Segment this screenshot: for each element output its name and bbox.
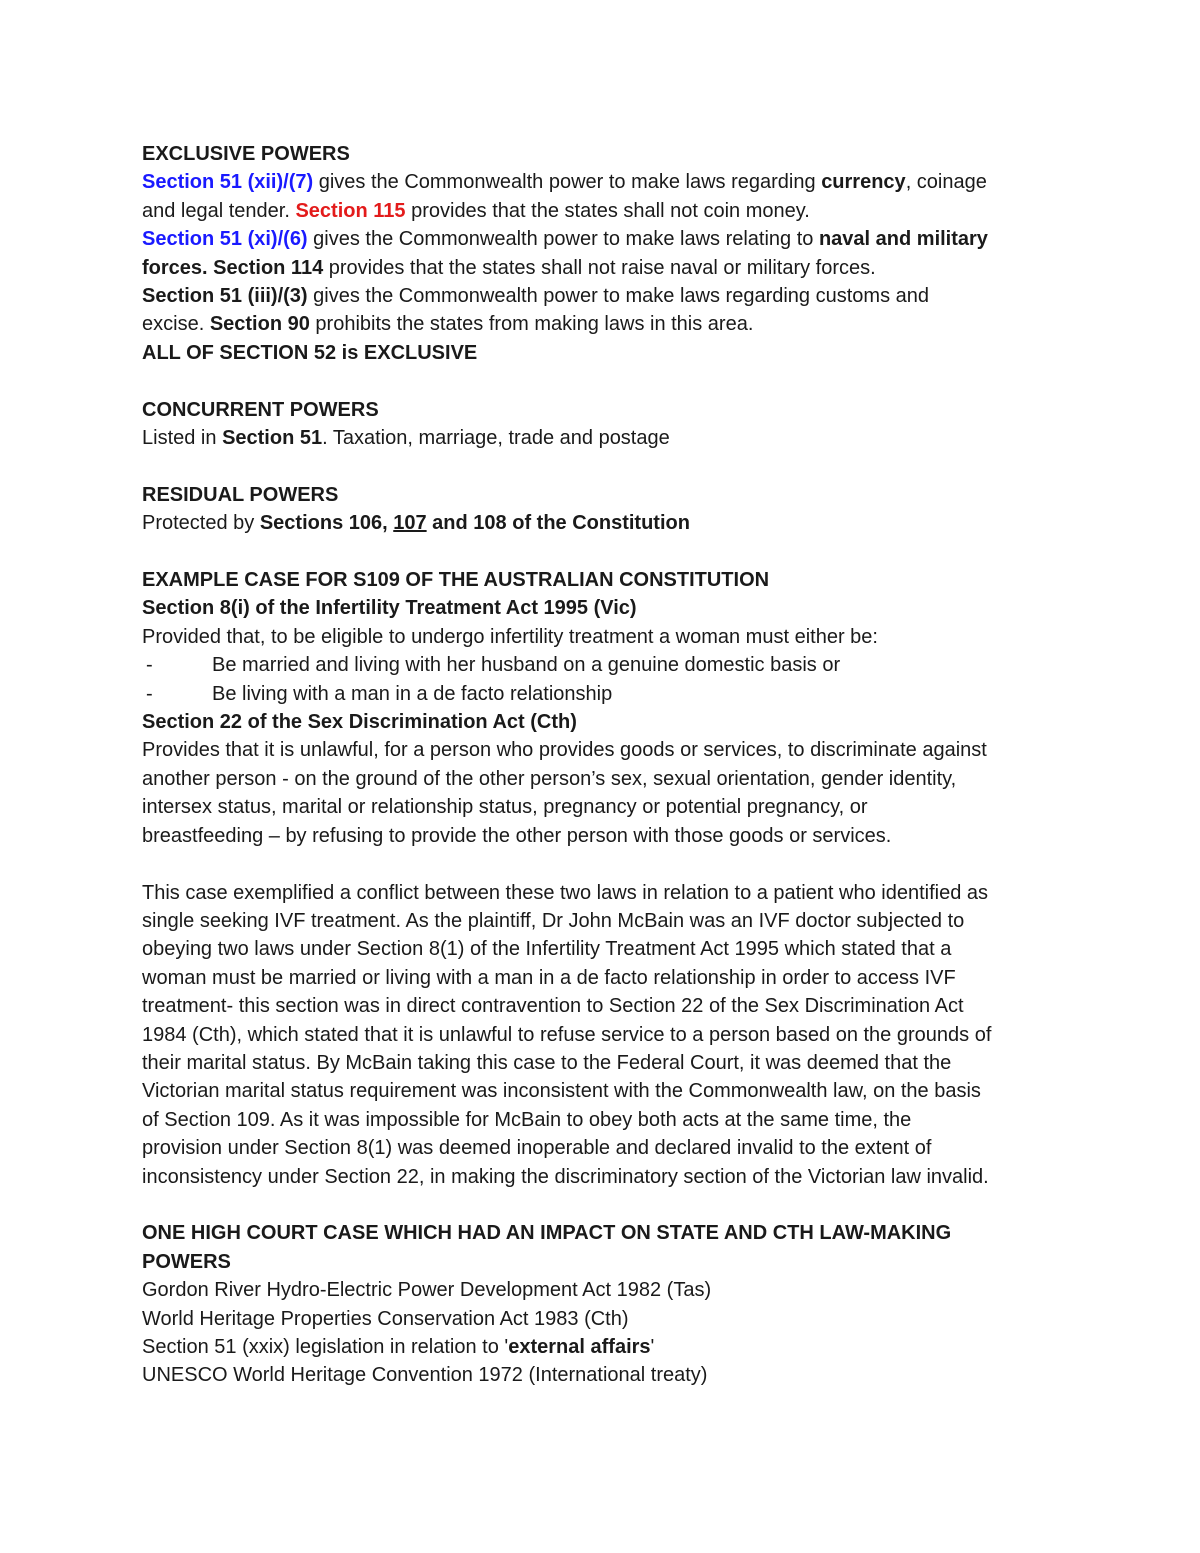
paragraph-line: intersex status, marital or relationship status, pregnancy or potential pregnancy, or — [142, 796, 868, 819]
example-subheading-1: Section 8(i) of the Infertility Treatment Act 1995 (Vic) — [142, 597, 637, 620]
section-115-ref: Section 115 — [295, 199, 406, 222]
paragraph-line: inconsistency under Section 22, in making the discriminatory section of the Victorian law invalid. — [142, 1165, 989, 1188]
bullet-dash: - — [146, 654, 153, 677]
high-court-line-2: World Heritage Properties Conservation Act 1983 (Cth) — [142, 1307, 629, 1330]
example-case-heading: EXAMPLE CASE FOR S109 OF THE AUSTRALIAN CONSTITUTION — [142, 569, 770, 592]
exclusive-line-2: and legal tender. Section 115 provides that the states shall not coin money. — [142, 199, 810, 222]
residual-line-1: Protected by Sections 106, 107 and 108 of the Constitution — [142, 512, 690, 535]
paragraph-line: woman must be married or living with a man in a de facto relationship in order to access IVF — [142, 966, 956, 989]
high-court-heading-1: ONE HIGH COURT CASE WHICH HAD AN IMPACT ON STATE AND CTH LAW-MAKING — [142, 1222, 952, 1245]
concurrent-line-1: Listed in Section 51. Taxation, marriage, trade and postage — [142, 427, 670, 450]
high-court-line-4: UNESCO World Heritage Convention 1972 (International treaty) — [142, 1364, 708, 1387]
high-court-line-3: Section 51 (xxix) legislation in relation to 'external affairs' — [142, 1335, 655, 1358]
spacer — [142, 850, 1072, 878]
paragraph-line: provision under Section 8(1) was deemed inoperable and declared invalid to the extent of — [142, 1137, 932, 1160]
list-item: - Be married and living with her husband on a genuine domestic basis or — [142, 651, 1072, 679]
exclusive-powers-heading: EXCLUSIVE POWERS — [142, 143, 350, 165]
paragraph-line: of Section 109. As it was impossible for McBain to obey both acts at the same time, the — [142, 1108, 912, 1131]
spacer — [142, 1191, 1072, 1219]
list-item: - Be living with a man in a de facto relationship — [142, 680, 1072, 708]
exclusive-line-4: forces. Section 114 provides that the states shall not raise naval or military forces. — [142, 256, 876, 279]
spacer — [142, 538, 1072, 566]
spacer — [142, 367, 1072, 395]
high-court-line-1: Gordon River Hydro-Electric Power Development Act 1982 (Tas) — [142, 1279, 712, 1302]
paragraph-line: single seeking IVF treatment. As the plaintiff, Dr John McBain was an IVF doctor subjected to — [142, 909, 965, 932]
paragraph-line: another person - on the ground of the other person’s sex, sexual orientation, gender identity, — [142, 767, 957, 790]
exclusive-line-1: Section 51 (xii)/(7) gives the Commonwealth power to make laws regarding currency, coinage — [142, 171, 987, 194]
section-51-xi-ref: Section 51 (xi)/(6) — [142, 228, 308, 251]
paragraph-line: 1984 (Cth), which stated that it is unlawful to refuse service to a person based on the grounds of — [142, 1023, 992, 1046]
residual-powers-heading: RESIDUAL POWERS — [142, 483, 339, 506]
document-page — [142, 140, 1072, 1390]
paragraph-line: their marital status. By McBain taking this case to the Federal Court, it was deemed that the — [142, 1051, 952, 1074]
paragraph-line: Victorian marital status requirement was inconsistent with the Commonwealth law, on the basis — [142, 1080, 981, 1103]
exclusive-line-7: ALL OF SECTION 52 is EXCLUSIVE — [142, 341, 478, 364]
bullet-dash: - — [146, 682, 153, 705]
exclusive-line-6: excise. Section 90 prohibits the states from making laws in this area. — [142, 313, 754, 336]
section-107-ref: 107 — [393, 512, 427, 535]
paragraph-line: breastfeeding – by refusing to provide the other person with those goods or services. — [142, 824, 892, 847]
concurrent-powers-heading: CONCURRENT POWERS — [142, 398, 379, 421]
section-51-xii-ref: Section 51 (xii)/(7) — [142, 171, 314, 194]
paragraph-line: obeying two laws under Section 8(1) of the Infertility Treatment Act 1995 which stated that a — [142, 938, 952, 961]
exclusive-line-3: Section 51 (xi)/(6) gives the Commonwealth power to make laws relating to naval and military — [142, 228, 988, 251]
paragraph-line: treatment- this section was in direct contravention to Section 22 of the Sex Discrimination Act — [142, 995, 964, 1018]
example-subheading-2: Section 22 of the Sex Discrimination Act (Cth) — [142, 711, 577, 734]
example-paragraph-1: Provided that, to be eligible to undergo infertility treatment a woman must either be: — [142, 625, 878, 648]
spacer — [142, 452, 1072, 480]
paragraph-line: This case exemplified a conflict between these two laws in relation to a patient who identified as — [142, 881, 989, 904]
paragraph-line: Provides that it is unlawful, for a person who provides goods or services, to discriminate against — [142, 739, 987, 762]
exclusive-line-5: Section 51 (iii)/(3) gives the Commonwealth power to make laws regarding customs and — [142, 285, 929, 308]
high-court-heading-2: POWERS — [142, 1250, 231, 1273]
